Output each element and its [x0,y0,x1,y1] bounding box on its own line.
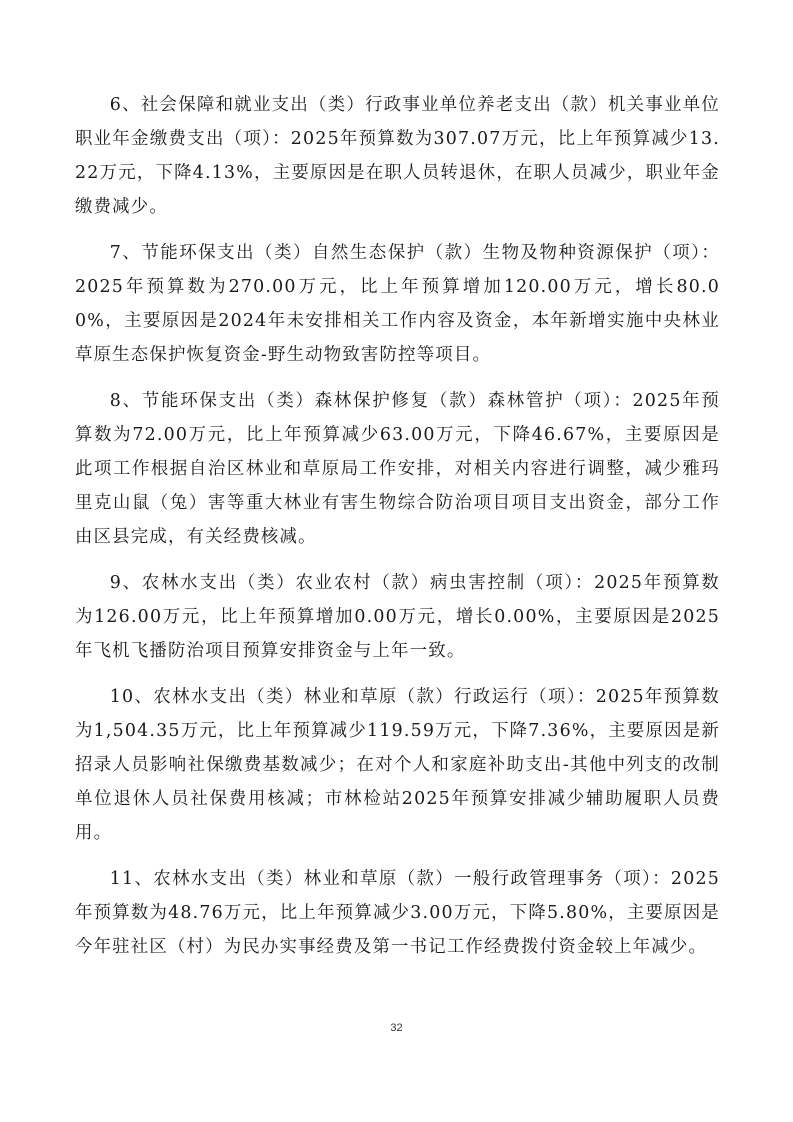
paragraph-item-8: 8、节能环保支出（类）森林保护修复（款）森林管护（项）：2025年预算数为72.00万元，比上年预算减少63.00万元，下降46.67%，主要原因是此项工作根据自治区林业和草原局工作安排，对相关内容进行调整，减少雅玛里克山鼠（兔）害等重大林业有害生物综合防治项目项目支出资金，部分工作由区县完成，有关经费核减。 [75,391,720,547]
paragraph-item-11: 11、农林水支出（类）林业和草原（款）一般行政管理事务（项）：2025年预算数为48.76万元，比上年预算减少3.00万元，下降5.80%，主要原因是今年驻社区（村）为民办实事经费及第一书记工作经费拨付资金较上年减少。 [75,869,720,957]
paragraph-item-7: 7、节能环保支出（类）自然生态保护（款）生物及物种资源保护（项）：2025年预算数为270.00万元，比上年预算增加120.00万元，增长80.00%，主要原因是2024年未安排相关工作内容及资金，本年新增实施中央林业草原生态保护恢复资金-野生动物致害防控等项目。 [75,243,720,365]
page-number: 32 [390,1022,403,1034]
paragraph-item-9: 9、农林水支出（类）农业农村（款）病虫害控制（项）：2025年预算数为126.00万元，比上年预算增加0.00万元，增长0.00%，主要原因是2025年飞机飞播防治项目预算安排资金与上年一致。 [75,573,720,661]
paragraph-item-6: 6、社会保障和就业支出（类）行政事业单位养老支出（款）机关事业单位职业年金缴费支出（项）：2025年预算数为307.07万元，比上年预算减少13.22万元，下降4.13%，主要原因是在职人员转退休，在职人员减少，职业年金缴费减少。 [75,95,720,217]
paragraph-item-10: 10、农林水支出（类）林业和草原（款）行政运行（项）：2025年预算数为1,504.35万元，比上年预算减少119.59万元，下降7.36%，主要原因是新招录人员影响社保缴费基数减少；在对个人和家庭补助支出-其他中列支的改制单位退休人员社保费用核减；市林检站2025年预算安排减少辅助履职人员费用。 [75,687,720,843]
document-body [75,88,720,976]
